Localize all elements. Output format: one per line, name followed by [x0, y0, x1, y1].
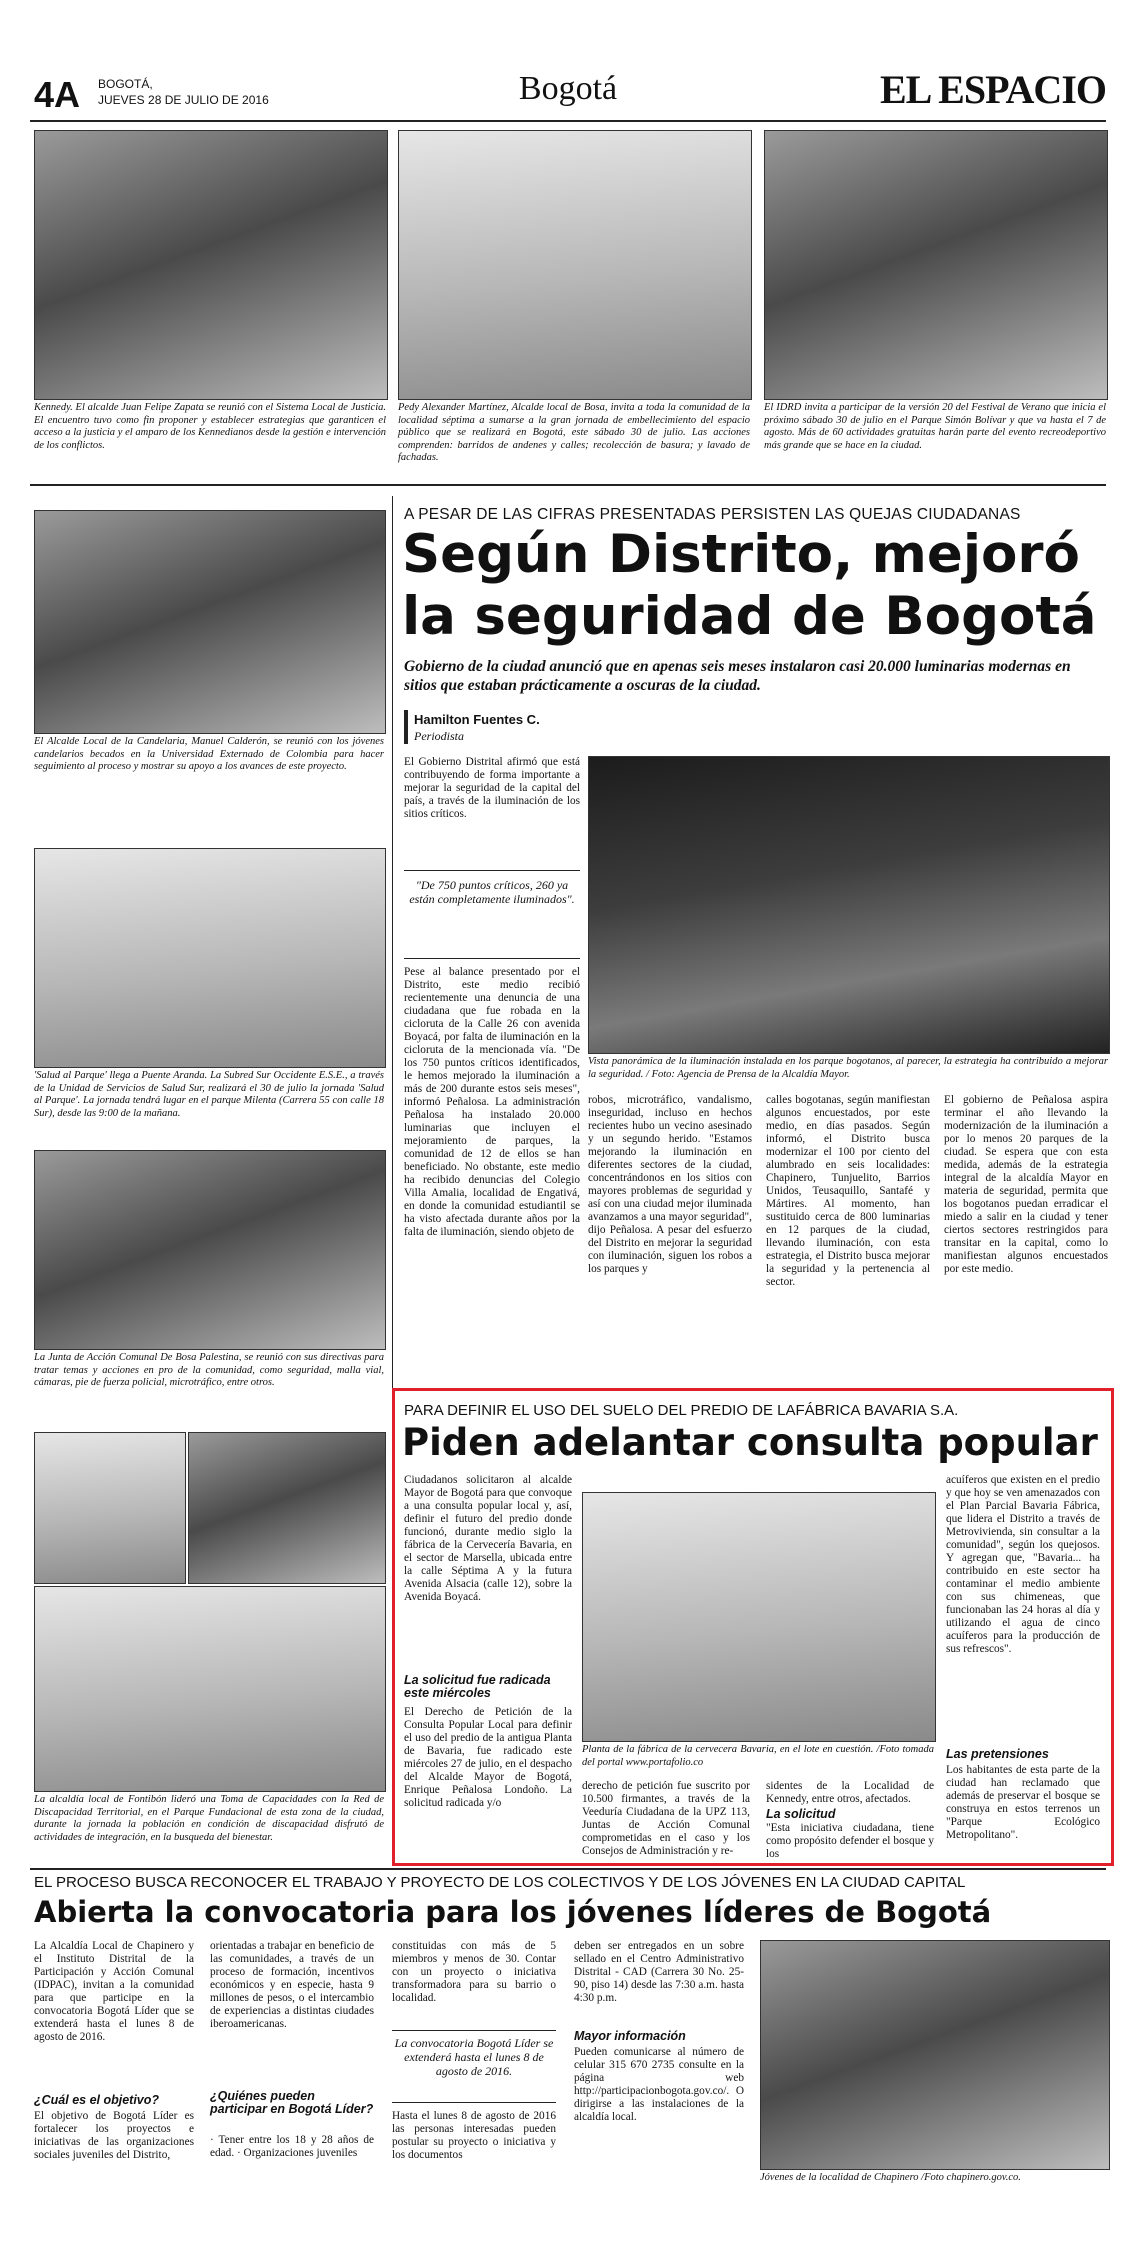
chapinero-photo-caption: Jóvenes de la localidad de Chapinero /Foto chapinero.gov.co. — [760, 2172, 1021, 2183]
bosa-photo — [398, 130, 752, 400]
bavaria-kicker: PARA DEFINIR EL USO DEL SUELO DEL PREDIO DE LAFÁBRICA BAVARIA S.A. — [404, 1402, 959, 1419]
idrd-photo — [764, 130, 1108, 400]
bavaria-col4b: Los habitantes de esta parte de la ciudad han reclamado que además de preservar el bosque se construya en estos terrenos un "Parque Ecológico Metropolitano". — [946, 1764, 1100, 1841]
header-city: BOGOTÁ, — [98, 77, 153, 91]
bavaria-col1b: El Derecho de Petición de la Consulta Popular Local para definir el uso del predio de la antigua Planta de Bavaria, fue radicado este miércoles 27 de julio, en el despacho del Alcalde Mayor de Bogotá, Enrique Peñalosa Londoño. La solicitud radicada y/o — [404, 1706, 572, 1809]
chapinero-photo — [760, 1940, 1110, 2170]
idrd-caption: El IDRD invita a participar de la versión 20 del Festival de Verano que inicia el próximo sábado 30 de julio en el Parque Simón Bolívar y que va hasta el 7 de agosto. Más de 60 actividades gratuitas harán parte del evento recreodeportivo más grande que se hace en la ciudad. — [764, 402, 1106, 451]
header-date: JUEVES 28 DE JULIO DE 2016 — [98, 93, 269, 107]
youth-col4: deben ser entregados en un sobre sellado en el Centro Administrativo Distrital - CAD (Carrera 30 No. 25-90, piso 14) desde las 7:30 a.m. hasta 4:30 p.m. — [574, 1940, 744, 2004]
top-section-rule — [30, 484, 1106, 486]
bavaria-col2: derecho de petición fue suscrito por 10.500 firmantes, a través de la Veeduría Ciudadana de la UPZ 113, Juntas de Acción Comunal comprometidas en el caso y los Consejos de Administración y re- — [582, 1780, 750, 1857]
security-col1-body: Pese al balance presentado por el Distrito, este medio recibió recientemente una denuncia de una ciudadana que fue robada en la cicloruta de la Calle 26 con avenida Boyacá, por falta de iluminación en la cicloruta de la mencionada vía. "De los 750 puntos críticos identificados, le hemos mejorado la iluminación a más de 200 durante estos seis meses", informó Peñalosa. La administración Peñalosa ha instalado 20.000 luminarias que incluyen el mejoramiento de parques, la comunidad de 12 de ellos se han beneficiado. No obstante, este medio ha recibido denuncias del Colegio Villa Amalia, localidad de Engativá, en donde la comunidad estudiantil se ha visto afectada durante años por la falta de iluminación, siendo objeto de — [404, 966, 580, 1238]
bavaria-col3b: "Esta iniciativa ciudadana, tiene como propósito defender el bosque y los — [766, 1822, 934, 1860]
youth-sub3: Mayor información — [574, 2029, 686, 2043]
bavaria-col4: acuíferos que existen en el predio y que hoy se ven amenazados con el Plan Parcial Bavaria Fábrica, que lidera el Distrito a través de Metrovivienda, sin consultar a la comunidad", según los quejosos. Y agregan que, "Bavaria... ha contribuido en este sector ha contaminar el medio ambiente con sus chimeneas, que funcionaban las 24 horas al día y utilizando el agua de cinco acuíferos para la producción de sus refrescos". — [946, 1474, 1100, 1655]
bavaria-sub2: La solicitud — [766, 1807, 836, 1821]
kennedy-caption: Kennedy. El alcalde Juan Felipe Zapata se reunió con el Sistema Local de Justicia. El encuentro tuvo como fin proponer y establecer estrategias que garanticen el acceso a la justicia y el amparo de los Kennedianos desde la gestión e intervención de los conflictos. — [34, 402, 386, 451]
youth-quote-rule-top — [392, 2030, 556, 2031]
youth-kicker: EL PROCESO BUSCA RECONOCER EL TRABAJO Y PROYECTO DE LOS COLECTIVOS Y DE LOS JÓVENES EN LA CIUDAD CAPITAL — [34, 1874, 966, 1891]
youth-headline: Abierta la convocatoria para los jóvenes líderes de Bogotá — [34, 1895, 992, 1929]
candelaria-caption: El Alcalde Local de la Candelaria, Manuel Calderón, se reunió con los jóvenes candelarios becados en la Universidad Externado de Colombia para hacer seguimiento al proceso y mostrar su apoyo a los avances de este proyecto. — [34, 736, 384, 772]
security-col1-intro: El Gobierno Distrital afirmó que está contribuyendo de forma importante a mejorar la seguridad de la capital del país, a través de la iluminación de los sitios críticos. — [404, 756, 580, 820]
kennedy-photo — [34, 130, 388, 400]
candelaria-photo — [34, 510, 386, 734]
fontibon-photo-2 — [188, 1432, 386, 1584]
bavaria-headline: Piden adelantar consulta popular — [402, 1421, 1098, 1464]
header-rule — [30, 120, 1106, 122]
byline-bar — [404, 710, 408, 744]
fontibon-caption: La alcaldía local de Fontibón lideró una Toma de Capacidades con la Red de Discapacidad Territorial, en el Parque Fundacional de esta zona de la ciudad, durante la jornada la población en condición de discapacidad disfrutó de actividades de integración, en la busqueda del bienestar. — [34, 1794, 384, 1843]
youth-col1: La Alcaldía Local de Chapinero y el Instituto Distrital de la Participación y Acción Comunal (IDPAC), invitan a la comunidad para que participe en la convocatoria Bogotá Líder que se extenderá hasta el lunes 8 de agosto de 2016. — [34, 1940, 194, 2043]
security-kicker: A PESAR DE LAS CIFRAS PRESENTADAS PERSISTEN LAS QUEJAS CIUDADANAS — [404, 506, 1021, 523]
bosa-caption: Pedy Alexander Martínez, Alcalde local de Bosa, invita a toda la comunidad de la localidad séptima a sumarse a la gran jornada de embellecimiento del espacio público que se realizará en Bogotá, este sábado 30 de julio. Las acciones comprenden: barridos de andenes y calles; recolección de basura; y lavado de fachadas. — [398, 402, 750, 463]
youth-col1b: El objetivo de Bogotá Líder es fortalecer los proyectos e iniciativas de las organizaciones sociales juveniles del Distrito, — [34, 2110, 194, 2161]
bavaria-sub3: Las pretensiones — [946, 1747, 1049, 1761]
security-headline-2: la seguridad de Bogotá — [402, 586, 1097, 647]
section-title: Bogotá — [518, 70, 618, 107]
lighting-photo — [588, 756, 1110, 1054]
security-col3: calles bogotanas, según manifiestan algunos encuestados, por este medio, en días pasados. Según informó, el Distrito busca modernizar el 100 por ciento del alumbrado en seis localidades: Chapinero, Tunjuelito, Barrios Unidos, Teusaquillo, Santafé y Mártires. Al momento, han sustituido cerca de 800 luminarias en 12 parques de la ciudad, llevando iluminación, con esta estrategia, el Distrito busca mejorar la seguridad y la pertenencia al sector. — [766, 1094, 930, 1288]
security-col2: robos, microtráfico, vandalismo, inseguridad, incluso en hechos recientes hubo un vecino asesinado y un segundo herido. "Estamos mejorando la iluminación en diferentes sectores de la ciudad, concentrándonos en los sitios con mayores problemas de seguridad y así con una ciudad mejor iluminada avanzamos a una mayor seguridad", dijo Peñalosa. A pesar del esfuerzo del Distrito en mejorar la seguridad con iluminación, siguen los robos a los parques y — [588, 1094, 752, 1275]
security-col4: El gobierno de Peñalosa aspira terminar el año llevando la modernización de la iluminación a por lo menos 20 parques de la ciudad. Se espera que con esta medida, además de la estrategia integral de la alcaldía Mayor en materia de seguridad, permita que los bogotanos puedan erradicar el miedo a salir en la ciudad y tener ciertos sectores restringidos para transitar en la capital, como lo manifiestan algunos encuestados por este medio. — [944, 1094, 1108, 1275]
fontibon-photo-1 — [34, 1432, 186, 1584]
youth-pull-quote: La convocatoria Bogotá Líder se extenderá hasta el lunes 8 de agosto de 2016. — [394, 2036, 554, 2078]
fontibon-photo-3 — [34, 1586, 386, 1792]
security-author: Hamilton Fuentes C. — [414, 712, 540, 727]
security-headline-1: Según Distrito, mejoró — [402, 524, 1080, 585]
bottom-section-rule — [30, 1868, 1106, 1870]
palestina-caption: La Junta de Acción Comunal De Bosa Palestina, se reunió con sus directivas para tratar temas y acciones en pro de la comunidad, como seguridad, malla vial, cámaras, pie de fuerza policial, microtráfico, entre otros. — [34, 1352, 384, 1388]
security-author-role: Periodista — [414, 729, 464, 743]
bavaria-sub1: La solicitud fue radicada este miércoles — [404, 1673, 551, 1700]
salud-photo — [34, 848, 386, 1068]
youth-col4b: Pueden comunicarse al número de celular 315 670 2735 consulte en la página web http://participacionbogota.gov.co/. O dirigirse a las instalaciones de la alcaldía local. — [574, 2046, 744, 2123]
bavaria-photo — [582, 1492, 936, 1742]
lighting-photo-caption: Vista panorámica de la iluminación instalada en los parque bogotanos, al parecer, la estrategia ha contribuido a mejorar la seguridad. / Foto: Agencia de Prensa de la Alcaldía Mayor. — [588, 1056, 1108, 1080]
security-pull-quote: "De 750 puntos críticos, 260 ya están completamente iluminados". — [409, 878, 575, 906]
masthead: EL ESPACIO — [880, 67, 1106, 112]
salud-caption: 'Salud al Parque' llega a Puente Aranda. La Subred Sur Occidente E.S.E., a través de la Unidad de Servicios de Salud Sur, realizará el 30 de julio la jornada 'Salud al Parque'. La jornada tendrá lugar en el parque Milenta (Carrera 55 con calle 18 Sur), desde las 9:00 de la mañana. — [34, 1070, 384, 1119]
bavaria-col3a: sidentes de la Localidad de Kennedy, entre otros, afectados. — [766, 1780, 934, 1805]
youth-sub2: ¿Quiénes pueden participar en Bogotá Líder? — [210, 2089, 374, 2116]
youth-quote-rule-bottom — [392, 2102, 556, 2103]
youth-sub1: ¿Cuál es el objetivo? — [34, 2093, 160, 2107]
quote-rule-top — [404, 870, 580, 871]
security-deck: Gobierno de la ciudad anunció que en apenas seis meses instalaron casi 20.000 luminarias modernas en sitios que estaban prácticamente a oscuras de la ciudad. — [404, 658, 1071, 694]
quote-rule-bottom — [404, 958, 580, 959]
youth-col2: orientadas a trabajar en beneficio de las comunidades, a través de un proceso de formación, incentivos económicos y en especie, hasta 9 millones de pesos, o el intercambio de experiencias a distintas ciudades iberoamericanas. — [210, 1940, 374, 2030]
bavaria-col1: Ciudadanos solicitaron al alcalde Mayor de Bogotá para que convoque a una consulta popular local y, así, definir el futuro del predio donde funcionó, durante medio siglo la fábrica de la Cervecería Bavaria, en el sector de Marsella, ubicada entre la calle Séptima A y la futura Avenida Alsacia (calle 12), sobre la Avenida Boyacá. — [404, 1474, 572, 1603]
youth-col3: constituidas con más de 5 miembros y menos de 30. Contar con un proyecto o iniciativa transformadora para su barrio o localidad. — [392, 1940, 556, 2004]
youth-col3b: Hasta el lunes 8 de agosto de 2016 las personas interesadas pueden postular su proyecto o iniciativa y los documentos — [392, 2110, 556, 2161]
bavaria-photo-caption: Planta de la fábrica de la cervecera Bavaria, en el lote en cuestión. /Foto tomada del portal www.portafolio.co — [582, 1744, 934, 1768]
page-number: 4A — [34, 74, 81, 115]
youth-col2b: · Tener entre los 18 y 28 años de edad. · Organizaciones juveniles — [210, 2134, 374, 2159]
palestina-photo — [34, 1150, 386, 1350]
